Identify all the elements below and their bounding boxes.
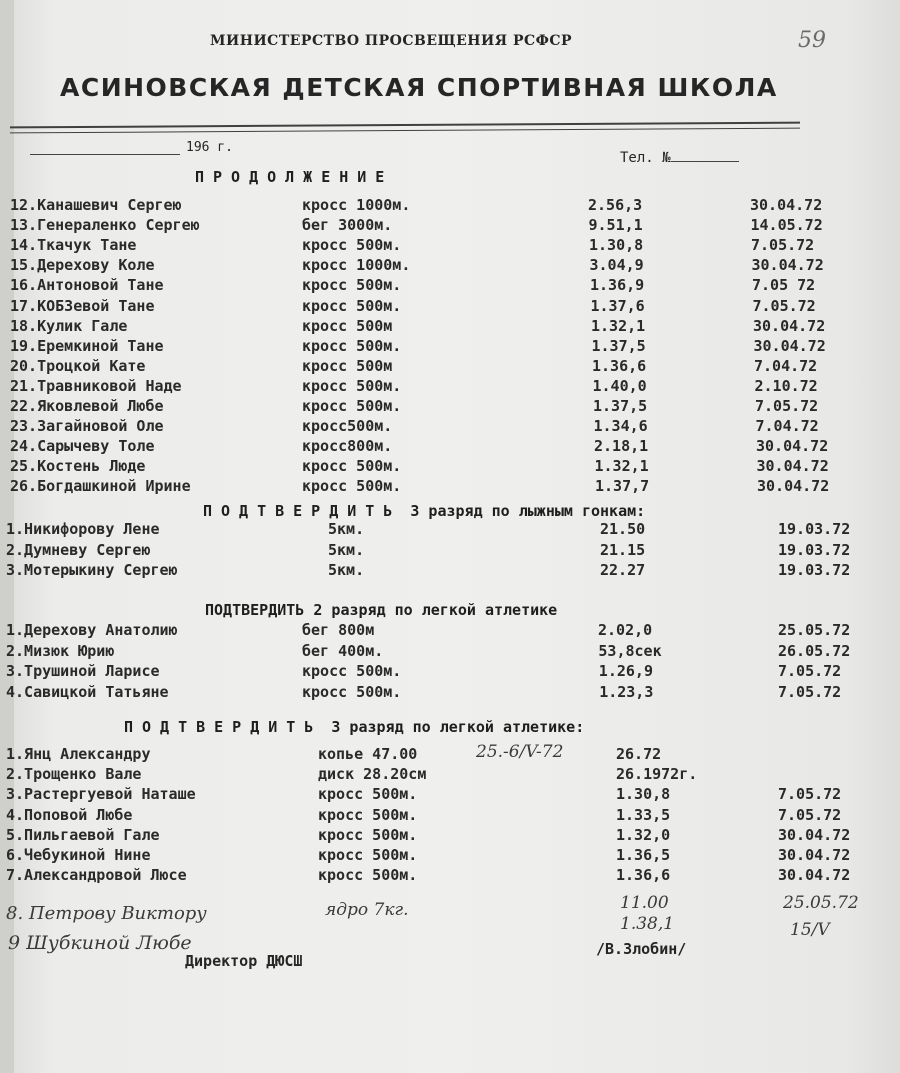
- event: кросс 500м.: [318, 866, 418, 885]
- athlete-name: 4.Савицкой Татьяне: [6, 682, 169, 701]
- event: кросс800м.: [302, 437, 393, 456]
- event: кросс 500м.: [302, 682, 402, 701]
- event: кросс 500м.: [318, 825, 418, 844]
- athlete-name: 5.Пильгаевой Гале: [6, 825, 160, 844]
- athlete-name: 12.Канашевич Сергею: [10, 196, 182, 214]
- date: 30.04.72: [751, 256, 824, 275]
- result: 1.33,5: [616, 805, 671, 824]
- section1-row: [0, 377, 900, 397]
- year-mark: 196 г.: [186, 140, 233, 155]
- date: 30.04.72: [753, 336, 826, 355]
- handwritten-result-8: 11.00: [620, 893, 669, 913]
- date: 30.04.72: [756, 437, 829, 456]
- date: 30.04.72: [750, 196, 823, 214]
- athlete-name: 13.Генераленко Сергею: [10, 216, 200, 235]
- event: кросс 500м.: [302, 336, 402, 355]
- result: 53,8сек: [598, 641, 662, 660]
- date: 7.05.72: [751, 236, 815, 255]
- event: кросс 1000м.: [302, 256, 411, 275]
- result: 1.37,6: [590, 296, 645, 315]
- result: 1.23,3: [599, 682, 654, 701]
- date: 30.04.72: [757, 477, 830, 496]
- section1-row: [0, 317, 900, 337]
- event: бег 3000м.: [302, 216, 393, 235]
- event: кросс 500м.: [318, 846, 418, 864]
- athlete-name: 25.Костень Люде: [10, 457, 146, 476]
- section4-row: [0, 765, 900, 785]
- section1-row: [0, 477, 900, 497]
- section1-row: [0, 297, 900, 317]
- result: 21.50: [600, 520, 646, 538]
- athlete-name: 1.Янц Александру: [6, 745, 151, 763]
- athlete-name: 1.Никифорову Лене: [6, 520, 160, 538]
- date: 7.05.72: [755, 397, 819, 415]
- tel-blank: [671, 161, 739, 162]
- athlete-name: 16.Антоновой Тане: [10, 276, 164, 295]
- result: 26.72: [616, 745, 662, 763]
- result: 21.15: [600, 540, 646, 559]
- director-title: Директор ДЮСШ: [185, 952, 303, 970]
- athlete-name: 15.Дерехову Коле: [10, 256, 155, 275]
- athlete-name: 4.Поповой Любе: [6, 805, 133, 824]
- date: 7.05.72: [778, 805, 842, 824]
- result: 1.36,6: [592, 356, 647, 375]
- event: кросс 500м.: [302, 276, 402, 295]
- date: 2.10.72: [754, 376, 818, 395]
- athlete-name: 2.Трощенко Вале: [6, 765, 142, 784]
- date: 7.05.72: [752, 296, 816, 315]
- date: 19.03.72: [778, 520, 851, 538]
- result: 1.37,5: [591, 336, 646, 355]
- event: кросс 500м: [302, 356, 393, 375]
- event: 5км.: [328, 540, 365, 559]
- result: 3.04,9: [589, 256, 644, 275]
- event: диск 28.20см: [318, 765, 427, 784]
- section4-row: [0, 826, 900, 846]
- event: копье 47.00: [318, 745, 418, 763]
- section4-row: [0, 846, 900, 866]
- date: 14.05.72: [750, 216, 823, 235]
- athlete-name: 18.Кулик Гале: [10, 316, 128, 335]
- date: 7.05 72: [752, 276, 816, 295]
- athlete-name: 21.Травниковой Наде: [10, 376, 182, 395]
- date: 19.03.72: [778, 561, 851, 579]
- section1-row: [0, 216, 900, 236]
- section2-title: [203, 502, 645, 520]
- section4-row: [0, 785, 900, 805]
- section4-title: [124, 718, 584, 736]
- event: бег 800м: [302, 621, 375, 639]
- event: кросс 1000м.: [302, 196, 411, 214]
- date: 7.05.72: [778, 785, 842, 804]
- result: 1.37,5: [593, 397, 648, 415]
- date: 30.04.72: [778, 825, 851, 844]
- event: кросс 500м: [302, 316, 393, 335]
- event: кросс 500м.: [302, 296, 402, 315]
- section2-row: [0, 520, 900, 540]
- athlete-name: 3.Трушиной Ларисе: [6, 662, 160, 680]
- event: 5км.: [328, 561, 365, 579]
- section1-row: [0, 256, 900, 276]
- section4-row: [0, 806, 900, 826]
- event: кросс 500м.: [302, 236, 402, 255]
- athlete-name: 26.Богдашкиной Ирине: [10, 477, 191, 496]
- section1-row: [0, 196, 900, 216]
- section1-row: [0, 397, 900, 417]
- event: 5км.: [328, 520, 365, 538]
- section3-row: [0, 683, 900, 703]
- handwritten-date: 25.-6/V-72: [476, 742, 564, 762]
- result: 22.27: [600, 561, 646, 579]
- section1-row: [0, 236, 900, 256]
- handwritten-event-8: ядро 7кг.: [325, 900, 409, 920]
- handwritten-date-9: 15/V: [790, 920, 830, 940]
- event: кросс 500м.: [302, 477, 402, 496]
- event: кросс500м.: [302, 417, 393, 436]
- page-number: 59: [798, 28, 826, 53]
- section3-title: ПОДТВЕРДИТЬ 2 разряд по легкой атлетике: [205, 601, 558, 619]
- section3-row: [0, 621, 900, 641]
- result: 2.18,1: [594, 437, 649, 456]
- athlete-name: 3.Растергуевой Наташе: [6, 785, 196, 804]
- section3-row: [0, 642, 900, 662]
- date: 25.05.72: [778, 621, 851, 639]
- handwritten-date-8: 25.05.72: [783, 893, 859, 913]
- date: 7.04.72: [755, 417, 819, 436]
- event: бег 400м.: [302, 641, 384, 660]
- athlete-name: 23.Загайновой Оле: [10, 417, 164, 436]
- section1-title: ПРОДОЛЖЕНИЕ: [195, 168, 394, 186]
- result: 1.32,1: [591, 316, 646, 335]
- result: 1.32,1: [594, 457, 649, 476]
- section1-row: [0, 437, 900, 457]
- date: 19.03.72: [778, 540, 851, 559]
- athlete-name: 20.Троцкой Кате: [10, 356, 146, 375]
- section4-title-rest: 3 разряд по легкой атлетике:: [331, 718, 585, 736]
- result: 1.40,0: [592, 376, 647, 395]
- athlete-name: 19.Еремкиной Тане: [10, 336, 164, 355]
- date: 30.04.72: [753, 316, 826, 335]
- school-title: АСИНОВСКАЯ ДЕТСКАЯ СПОРТИВНАЯ ШКОЛА: [60, 73, 778, 102]
- result: 1.32,0: [616, 825, 671, 844]
- section4-row: [0, 745, 900, 765]
- result: 2.56,3: [588, 196, 643, 214]
- tel-label: Тел. №: [620, 150, 671, 166]
- event: кросс 500м.: [302, 662, 402, 680]
- section1-row: [0, 417, 900, 437]
- result: 9.51,1: [588, 216, 643, 235]
- director-signature: /В.Злобин/: [596, 940, 687, 958]
- section3-row: [0, 662, 900, 682]
- event: кросс 500м.: [318, 785, 418, 804]
- date: 7.05.72: [778, 662, 842, 680]
- section4-title-spaced: ПОДТВЕРДИТЬ: [124, 718, 323, 736]
- athlete-name: 1.Дерехову Анатолию: [6, 621, 178, 639]
- athlete-name: 2.Мизюк Юрию: [6, 641, 115, 660]
- handwritten-result-9: 1.38,1: [620, 914, 675, 934]
- result: 1.30,8: [616, 785, 671, 804]
- athlete-name: 24.Сарычеву Толе: [10, 437, 155, 456]
- result: 1.36,6: [616, 866, 671, 885]
- event: кросс 500м.: [318, 805, 418, 824]
- result: 1.34,6: [593, 417, 648, 436]
- athlete-name: 22.Яковлевой Любе: [10, 397, 164, 415]
- event: кросс 500м.: [302, 376, 402, 395]
- athlete-name: 3.Мотерыкину Сергею: [6, 561, 178, 579]
- date: 7.04.72: [754, 356, 818, 375]
- athlete-name: 6.Чебукиной Нине: [6, 846, 151, 864]
- event: кросс 500м.: [302, 457, 402, 476]
- athlete-name: 14.Ткачук Тане: [10, 236, 137, 255]
- result: 1.26,9: [598, 662, 653, 680]
- section1-row: [0, 337, 900, 357]
- section2-row: [0, 561, 900, 581]
- section1-row: [0, 357, 900, 377]
- date-line: [30, 140, 250, 155]
- result: 26.1972г.: [616, 765, 698, 784]
- date-blank: [30, 154, 180, 155]
- date: 7.05.72: [778, 682, 842, 701]
- event: кросс 500м.: [302, 397, 402, 415]
- date: 30.04.72: [778, 846, 851, 864]
- athlete-name: 7.Александровой Люсе: [6, 866, 187, 885]
- result: 2.02,0: [598, 621, 653, 639]
- date: 26.05.72: [778, 641, 851, 660]
- section2-row: [0, 541, 900, 561]
- result: 1.37,7: [595, 477, 650, 496]
- section4-row: [0, 866, 900, 886]
- section2-title-spaced: ПОДТВЕРДИТЬ: [203, 502, 402, 520]
- date: 30.04.72: [778, 866, 851, 885]
- result: 1.30,8: [589, 236, 644, 255]
- section1-row: [0, 276, 900, 296]
- ministry-heading: МИНИСТЕРСТВО ПРОСВЕЩЕНИЯ РСФСР: [210, 33, 573, 49]
- section2-title-rest: 3 разряд по лыжным гонкам:: [410, 502, 646, 520]
- result: 1.36,5: [616, 846, 671, 864]
- result: 1.36,9: [590, 276, 645, 295]
- athlete-name: 2.Думневу Сергею: [6, 540, 151, 559]
- handwritten-name-9: 9 Шубкиной Любе: [8, 932, 192, 954]
- section1-row: [0, 457, 900, 477]
- date: 30.04.72: [756, 457, 829, 476]
- athlete-name: 17.КОБЗевой Тане: [10, 296, 155, 315]
- handwritten-name-8: 8. Петрову Виктору: [6, 903, 207, 924]
- tel-line: [620, 150, 739, 166]
